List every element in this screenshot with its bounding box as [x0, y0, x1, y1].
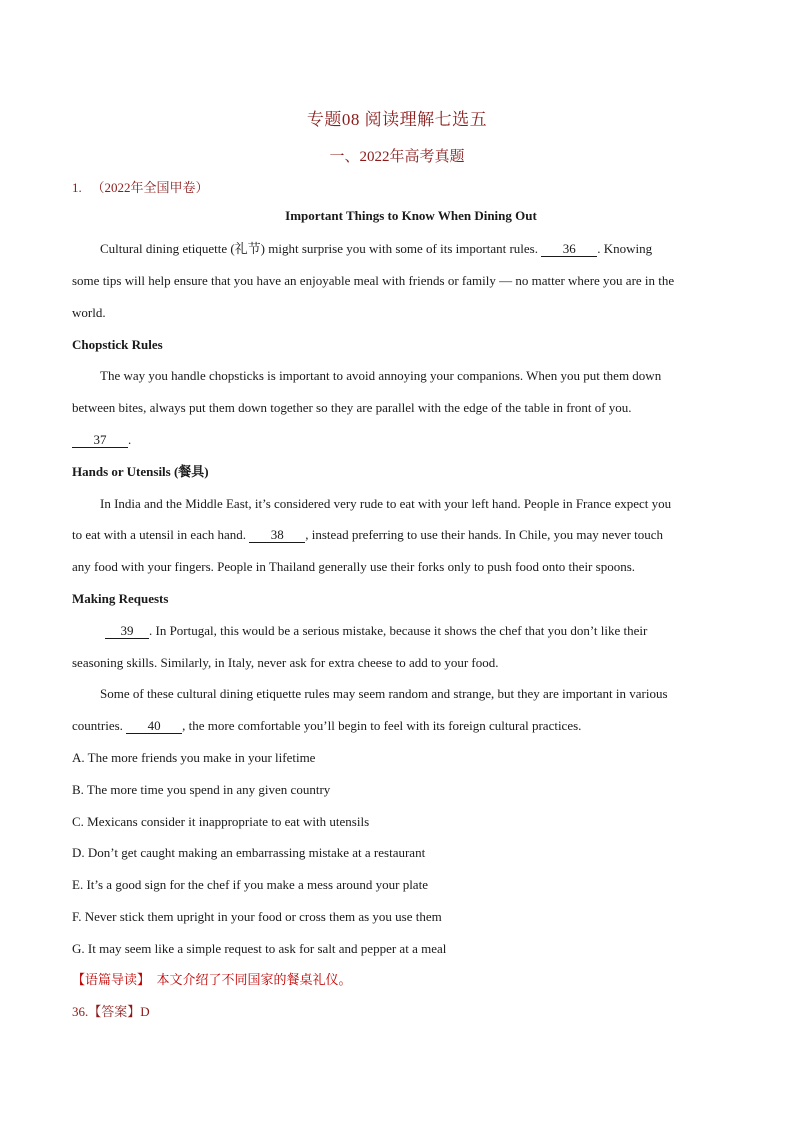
- paragraph-text: . Knowing: [597, 241, 653, 256]
- paragraph-2-line-3: [72, 431, 131, 449]
- paragraph-3-line-2: [72, 526, 663, 544]
- question-header: [72, 177, 209, 196]
- paragraph-5-line-2: [72, 717, 581, 735]
- paragraph-text: . In Portugal, this would be a serious mistake, because it shows the chef that you don’t like their: [149, 623, 648, 638]
- paragraph-3-line-1: In India and the Middle East, it’s considered very rude to eat with your left hand. People in France expect you: [100, 496, 672, 511]
- paragraph-text: Cultural dining etiquette (礼节) might surprise you with some of its important rules.: [100, 241, 542, 256]
- article-title: Important Things to Know When Dining Out: [285, 208, 537, 223]
- blank-36: 36: [541, 242, 597, 257]
- paragraph-2-line-2: between bites, always put them down together so they are parallel with the edge of the table in front of you.: [72, 400, 632, 415]
- answer-value: D: [140, 1004, 150, 1019]
- paragraph-4-line-2: seasoning skills. Similarly, in Italy, never ask for extra cheese to add to your food.: [72, 655, 499, 670]
- paragraph-1-line-1: [100, 240, 652, 258]
- option-e: E. It’s a good sign for the chef if you make a mess around your plate: [72, 877, 428, 892]
- guide-label: 【语篇导读】: [72, 972, 151, 987]
- blank-38: 38: [249, 528, 305, 543]
- option-f: F. Never stick them upright in your food or cross them as you use them: [72, 909, 442, 924]
- paragraph-text: countries.: [72, 718, 127, 733]
- answer-line: [72, 1003, 150, 1021]
- section-heading-utensils: Hands or Utensils (餐具): [72, 464, 209, 479]
- paragraph-text: .: [128, 432, 132, 447]
- paragraph-2-line-1: The way you handle chopsticks is important to avoid annoying your companions. When you put them down: [100, 368, 662, 383]
- paragraph-1-line-3: world.: [72, 305, 106, 320]
- option-c: C. Mexicans consider it inappropriate to eat with utensils: [72, 814, 370, 829]
- paragraph-text: to eat with a utensil in each hand.: [72, 527, 250, 542]
- answer-number: 36.: [72, 1004, 89, 1019]
- paragraph-5-line-1: Some of these cultural dining etiquette rules may seem random and strange, but they are important in various: [100, 686, 668, 701]
- passage-guide: [72, 971, 352, 989]
- guide-text: 本文介绍了不同国家的餐桌礼仪。: [156, 972, 352, 987]
- paragraph-1-line-2: some tips will help ensure that you have an enjoyable meal with friends or family — no matter where you are in the: [72, 273, 675, 288]
- blank-40: 40: [126, 719, 182, 734]
- section-heading-requests: Making Requests: [72, 591, 169, 606]
- option-d: D. Don’t get caught making an embarrassing mistake at a restaurant: [72, 845, 426, 860]
- blank-39: 39: [105, 624, 149, 639]
- section-subtitle: 一、2022年高考真题: [329, 149, 465, 165]
- paragraph-text: , the more comfortable you’ll begin to feel with its foreign cultural practices.: [182, 718, 582, 733]
- section-heading-chopstick: Chopstick Rules: [72, 337, 163, 352]
- question-source: （2022年全国甲卷）: [91, 180, 209, 195]
- answer-label: 【答案】: [88, 1004, 141, 1019]
- paragraph-3-line-3: any food with your fingers. People in Thailand generally use their forks only to push food onto their spoons.: [72, 559, 635, 574]
- option-a: A. The more friends you make in your lifetime: [72, 750, 316, 765]
- option-g: G. It may seem like a simple request to ask for salt and pepper at a meal: [72, 941, 447, 956]
- page-title: 专题08 阅读理解七选五: [306, 110, 488, 129]
- question-number: 1.: [72, 180, 82, 195]
- paragraph-text: , instead preferring to use their hands. In Chile, you may never touch: [305, 527, 664, 542]
- option-b: B. The more time you spend in any given country: [72, 782, 331, 797]
- paragraph-4-line-1: [105, 622, 647, 640]
- blank-37: 37: [72, 433, 128, 448]
